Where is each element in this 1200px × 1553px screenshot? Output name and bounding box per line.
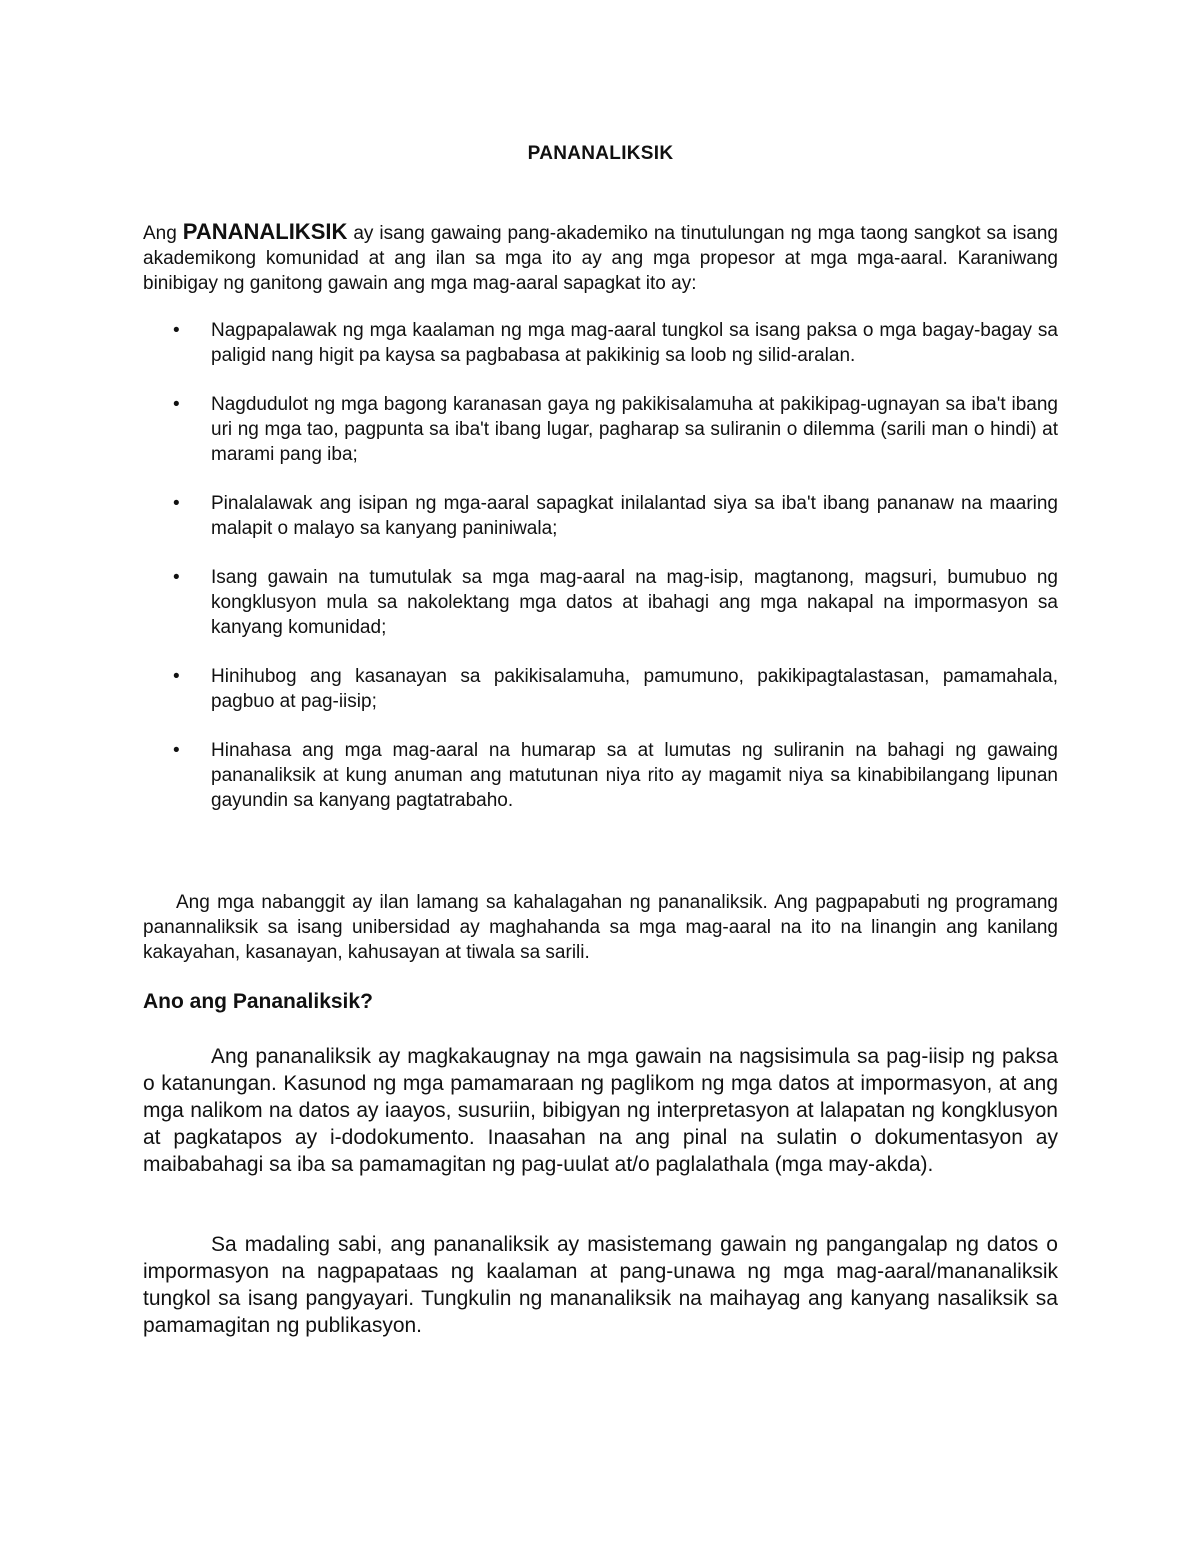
list-item-text: Pinalalawak ang isipan ng mga-aaral sapagkat inilalantad siya sa iba't ibang pananaw na maaring malapit o malayo sa kanyang paniniwala; xyxy=(211,493,1058,539)
list-item xyxy=(143,491,1058,541)
intro-keyword: PANANALIKSIK xyxy=(182,219,348,244)
body-paragraph: Sa madaling sabi, ang pananaliksik ay masistemang gawain ng pangangalap ng datos o impormasyon na nagpapataas ng kaalaman at pang-unawa ng mga mag-aaral/mananaliksik tungkol sa isang pangyayari. Tungkulin ng mananaliksik na maihayag ang kanyang nasaliksik sa pamamagitan ng publikasyon. xyxy=(143,1233,1058,1337)
intro-lead: Ang xyxy=(143,223,183,244)
list-item-text: Isang gawain na tumutulak sa mga mag-aaral na mag-isip, magtanong, magsuri, bumubuo ng kongklusyon mula sa nakolektang mga datos at ibahagi ang mga nakapal na impormasyon sa kanyang komunidad; xyxy=(211,567,1058,638)
list-item xyxy=(143,738,1058,813)
document-title: PANANALIKSIK xyxy=(527,143,674,164)
intro-paragraph xyxy=(143,219,1058,296)
list-item-text: Hinihubog ang kasanayan sa pakikisalamuha, pamumuno, pakikipagtalastasan, pamamahala, pagbuo at pag-iisip; xyxy=(211,666,1058,712)
bullet-icon: • xyxy=(173,320,180,341)
list-item xyxy=(143,565,1058,640)
bullet-icon: • xyxy=(173,666,180,687)
bullet-icon: • xyxy=(173,493,180,514)
list-item-text: Hinahasa ang mga mag-aaral na humarap sa at lumutas ng suliranin na bahagi ng gawaing pananaliksik at kung anuman ang matutunan niya rito ay magamit niya sa kinabibilangang lipunan gayundin sa kanyang pagtatrabaho. xyxy=(211,740,1058,811)
intro-rest: ay isang gawaing pang-akademiko na tinutulungan ng mga taong sangkot sa isang akademikong komunidad at ang ilan sa mga ito ay ang mga propesor at mga mga-aaral. Karaniwang binibigay ng ganitong gawain ang mga mag-aaral sapagkat ito ay: xyxy=(143,223,1059,294)
bullet-icon: • xyxy=(173,394,180,415)
bullet-icon: • xyxy=(173,740,180,761)
benefits-list xyxy=(143,318,1058,837)
summary-paragraph: Ang mga nabanggit ay ilan lamang sa kahalagahan ng pananaliksik. Ang pagpapabuti ng programang panannaliksik sa isang unibersidad ay maghahanda sa mga mag-aaral na ito na linangin ang kanilang kakayahan, kasanayan, kahusayan at tiwala sa sarili. xyxy=(143,892,1058,963)
body-paragraph: Ang pananaliksik ay magkakaugnay na mga gawain na nagsisimula sa pag-iisip ng paksa o katanungan. Kasunod ng mga pamamaraan ng paglikom ng mga datos at impormasyon, at ang mga nalikom na datos ay iaayos, susuriin, bibigyan ng interpretasyon at lalapatan ng kongklusyon at pagkatapos ay i-dodokumento. Inaasahan na ang pinal na sulatin o dokumentasyon ay maibabahagi sa iba sa pamamagitan ng pag-uulat at/o paglalathala (mga may-akda). xyxy=(143,1045,1058,1176)
list-item xyxy=(143,664,1058,714)
list-item xyxy=(143,318,1058,368)
section-heading: Ano ang Pananaliksik? xyxy=(143,990,373,1013)
bullet-icon: • xyxy=(173,567,180,588)
list-item xyxy=(143,392,1058,467)
list-item-text: Nagdudulot ng mga bagong karanasan gaya ng pakikisalamuha at pakikipag-ugnayan sa iba't ibang uri ng mga tao, pagpunta sa iba't ibang lugar, pagharap sa suliranin o dilemma (sarili man o hindi) at marami pang iba; xyxy=(211,394,1058,465)
list-item-text: Nagpapalawak ng mga kaalaman ng mga mag-aaral tungkol sa isang paksa o mga bagay-bagay sa paligid nang higit pa kaysa sa pagbabasa at pakikinig sa loob ng silid-aralan. xyxy=(211,320,1058,366)
